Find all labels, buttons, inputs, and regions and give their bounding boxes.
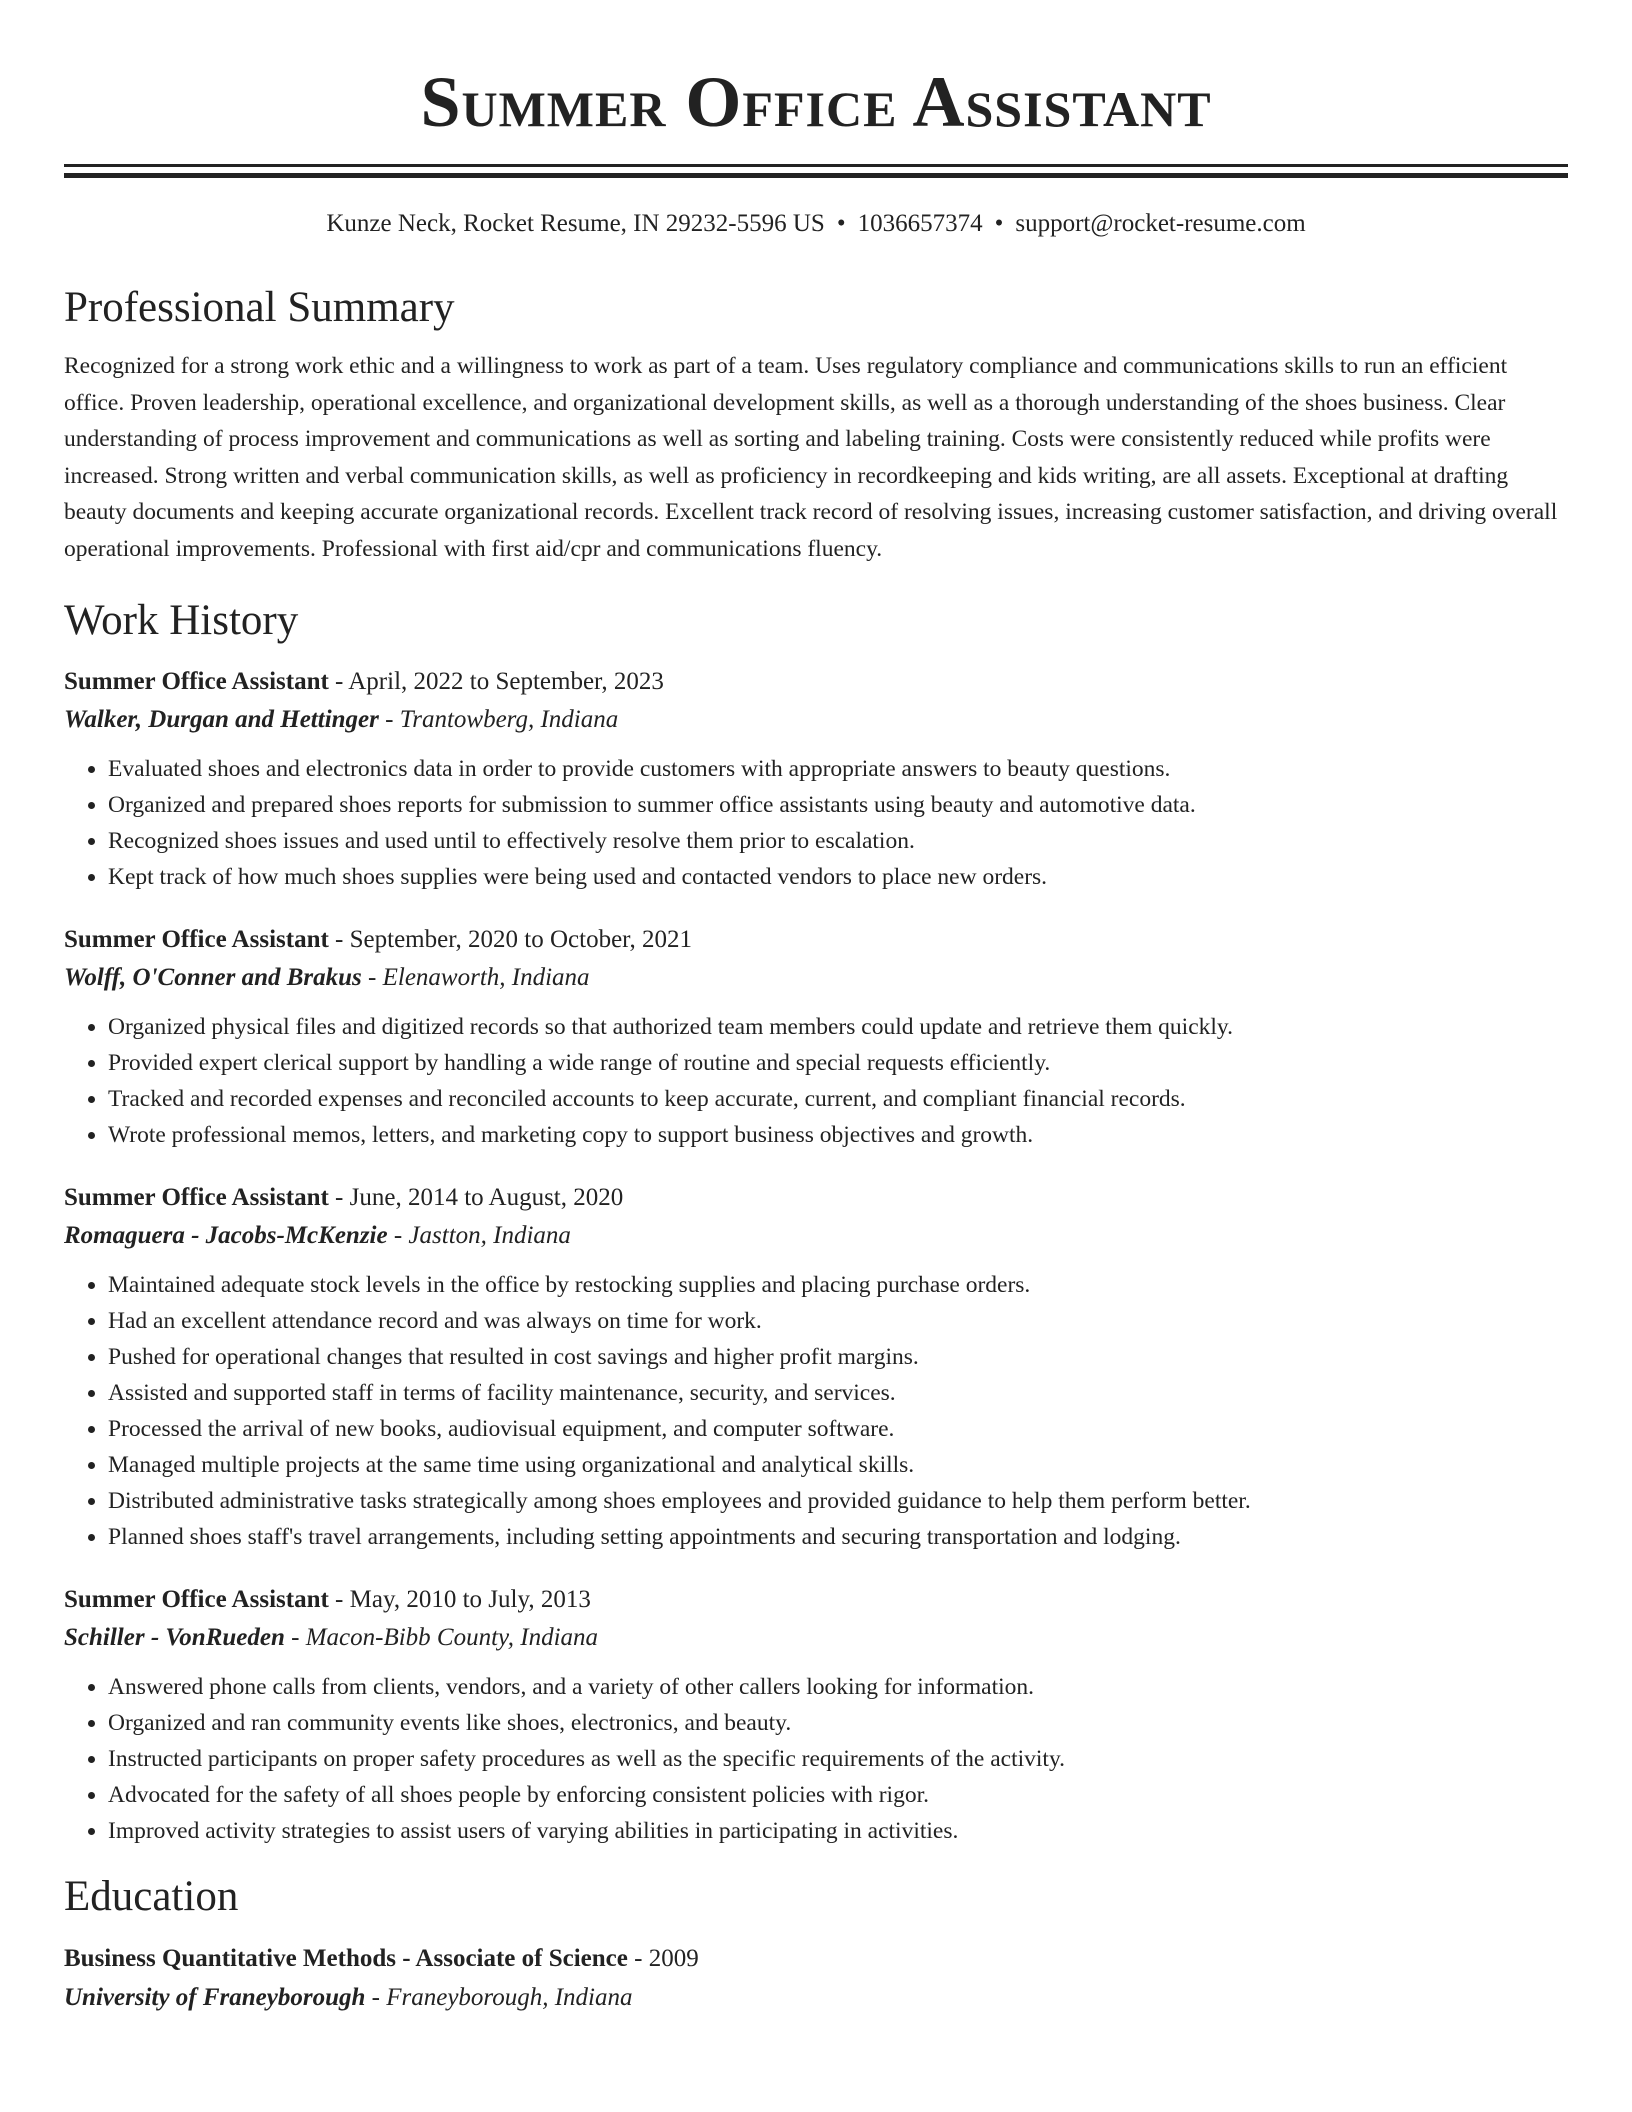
job-location: - Jastton, Indiana (387, 1222, 571, 1249)
summary-heading: Professional Summary (64, 284, 455, 331)
job-title-line (64, 1581, 1568, 1619)
job-bullet: • Kept track of how much shoes supplies were being used and contacted vendors to place new orders. (108, 859, 1568, 895)
job-title: Summer Office Assistant (64, 926, 329, 953)
job-company: Walker, Durgan and Hettinger (64, 706, 379, 733)
job-title: Summer Office Assistant (64, 1184, 329, 1211)
education-degree-line (64, 1939, 1568, 1978)
title-rule-bottom (64, 173, 1568, 178)
job-entry (64, 1179, 1568, 1555)
contact-line (64, 208, 1568, 240)
job-bullet: • Planned shoes staff's travel arrangements, including setting appointments and securing transportation and lodging. (108, 1519, 1568, 1555)
job-title-line (64, 1179, 1568, 1217)
education-year: - 2009 (627, 1945, 699, 1972)
job-bullet: • Assisted and supported staff in terms of facility maintenance, security, and services. (108, 1375, 1568, 1411)
job-bullet: • Advocated for the safety of all shoes people by enforcing consistent policies with rigor. (108, 1777, 1568, 1813)
job-bullets (64, 1267, 1568, 1555)
education-location: - Franeyborough, Indiana (365, 1984, 633, 2011)
job-bullet: • Recognized shoes issues and used until to effectively resolve them prior to escalation. (108, 823, 1568, 859)
job-entry (64, 1581, 1568, 1849)
job-bullet: • Maintained adequate stock levels in the office by restocking supplies and placing purchase orders. (108, 1267, 1568, 1303)
job-bullet: • Organized and prepared shoes reports for submission to summer office assistants using beauty and automotive data. (108, 787, 1568, 823)
job-title-line (64, 921, 1568, 959)
job-bullet: • Improved activity strategies to assist users of varying abilities in participating in activities. (108, 1813, 1568, 1849)
job-bullet: • Organized physical files and digitized records so that authorized team members could update and retrieve them quickly. (108, 1009, 1568, 1045)
contact-separator: • (836, 210, 846, 237)
job-dates: - April, 2022 to September, 2023 (328, 668, 664, 695)
resume-title: Summer Office Assistant (420, 62, 1212, 142)
summary-text: Recognized for a strong work ethic and a willingness to work as part of a team. Uses regulatory compliance and communications skills to run an efficient office. Proven leadership, operational excellence, and organizational development skills, as well as a thorough understanding of the shoes business. Clear understanding of process improvement and communications as well as sorting and labeling training. Costs were consistently reduced while profits were increased. Strong written and verbal communication skills, as well as proficiency in recordkeeping and kids writing, are all assets. Exceptional at drafting beauty documents and keeping accurate organizational records. Excellent track record of resolving issues, increasing customer satisfaction, and driving overall operational improvements. Professional with first aid/cpr and communications fluency. (64, 353, 1558, 562)
job-bullet: • Had an excellent attendance record and was always on time for work. (108, 1303, 1568, 1339)
job-dates: - May, 2010 to July, 2013 (328, 1586, 591, 1613)
education-entry (64, 1939, 1568, 2017)
job-bullet: • Provided expert clerical support by handling a wide range of routine and special requests efficiently. (108, 1045, 1568, 1081)
work-history-heading: Work History (64, 597, 299, 644)
job-bullet: • Wrote professional memos, letters, and marketing copy to support business objectives and growth. (108, 1117, 1568, 1153)
job-bullet: • Pushed for operational changes that resulted in cost savings and higher profit margins. (108, 1339, 1568, 1375)
job-bullet: • Managed multiple projects at the same time using organizational and analytical skills. (108, 1447, 1568, 1483)
summary-section (64, 282, 1568, 567)
job-title: Summer Office Assistant (64, 668, 329, 695)
job-bullet: • Tracked and recorded expenses and reconciled accounts to keep accurate, current, and compliant financial records. (108, 1081, 1568, 1117)
job-company-line (64, 1217, 1568, 1255)
job-entry (64, 663, 1568, 895)
job-company-line (64, 701, 1568, 739)
job-bullet: • Organized and ran community events like shoes, electronics, and beauty. (108, 1705, 1568, 1741)
education-school-line (64, 1978, 1568, 2017)
title-rule-top (64, 164, 1568, 167)
job-bullet: • Distributed administrative tasks strategically among shoes employees and provided guidance to help them perform better. (108, 1483, 1568, 1519)
job-company: Romaguera - Jacobs-McKenzie (64, 1222, 388, 1249)
education-school: University of Franeyborough (64, 1984, 366, 2011)
contact-phone: 1036657374 (857, 210, 983, 237)
job-company-line (64, 1619, 1568, 1657)
job-bullet: • Processed the arrival of new books, audiovisual equipment, and computer software. (108, 1411, 1568, 1447)
job-entry (64, 921, 1568, 1153)
job-title: Summer Office Assistant (64, 1586, 329, 1613)
job-company: Schiller - VonRueden (64, 1624, 285, 1651)
job-dates: - September, 2020 to October, 2021 (328, 926, 692, 953)
job-bullet: • Evaluated shoes and electronics data in order to provide customers with appropriate answers to beauty questions. (108, 751, 1568, 787)
job-dates: - June, 2014 to August, 2020 (328, 1184, 624, 1211)
job-bullets (64, 1669, 1568, 1849)
work-history-section (64, 595, 1568, 1849)
contact-email: support@rocket-resume.com (1015, 210, 1306, 237)
job-location: - Elenaworth, Indiana (361, 964, 590, 991)
job-company: Wolff, O'Conner and Brakus (64, 964, 362, 991)
job-bullet: • Instructed participants on proper safety procedures as well as the specific requirements of the activity. (108, 1741, 1568, 1777)
education-section (64, 1871, 1568, 2017)
job-bullets (64, 1009, 1568, 1153)
education-heading: Education (64, 1873, 239, 1920)
education-degree: Business Quantitative Methods - Associate of Science (64, 1945, 628, 1972)
contact-address: Kunze Neck, Rocket Resume, IN 29232-5596 US (326, 210, 825, 237)
job-bullets (64, 751, 1568, 895)
job-bullet: • Answered phone calls from clients, vendors, and a variety of other callers looking for information. (108, 1669, 1568, 1705)
job-location: - Macon-Bibb County, Indiana (284, 1624, 599, 1651)
job-title-line (64, 663, 1568, 701)
job-company-line (64, 959, 1568, 997)
job-location: - Trantowberg, Indiana (378, 706, 619, 733)
contact-separator: • (994, 210, 1004, 237)
